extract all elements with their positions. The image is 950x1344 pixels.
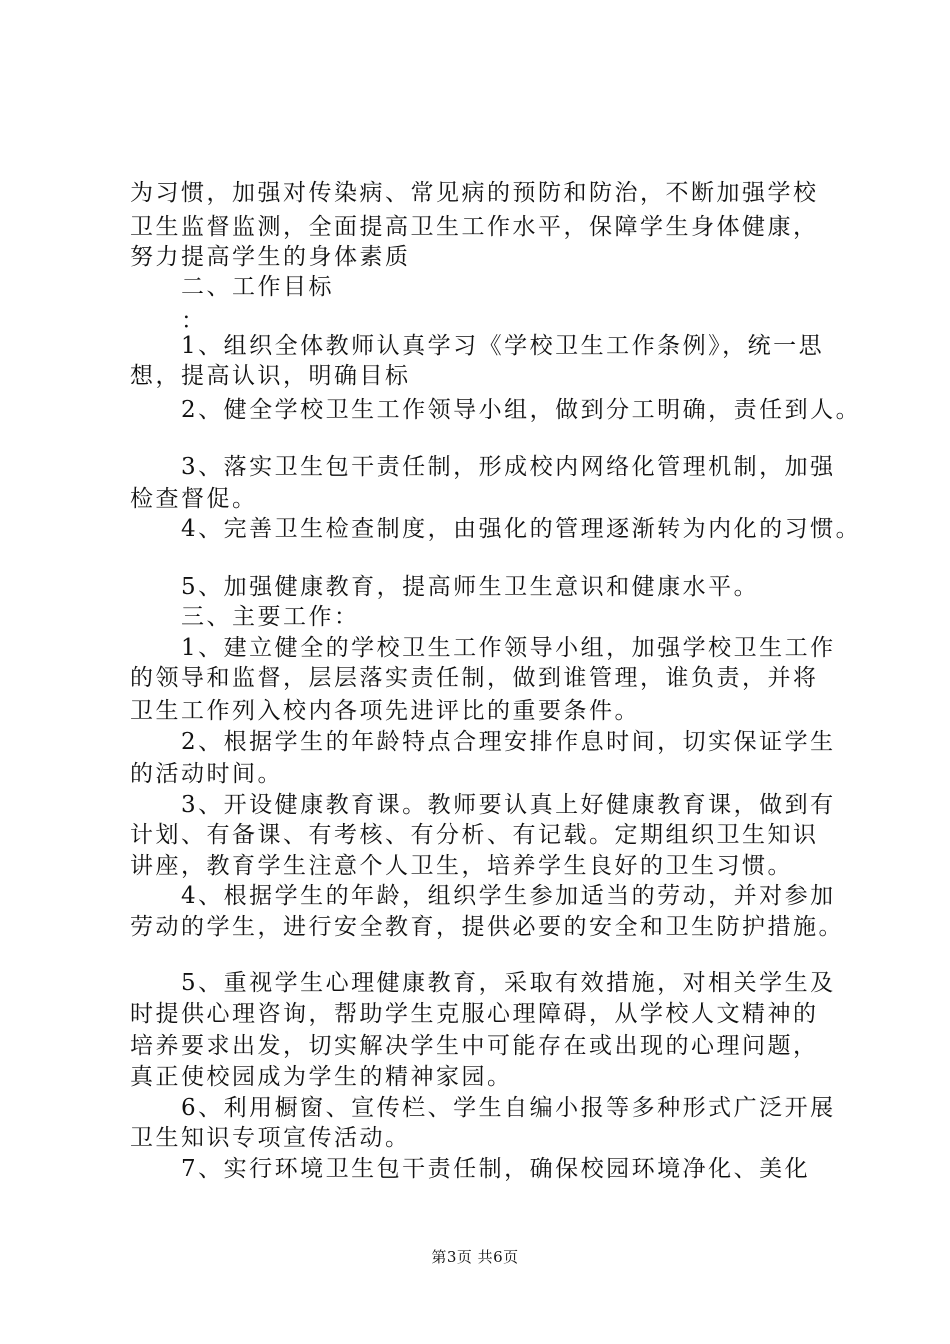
text-line: 讲座，教育学生注意个人卫生，培养学生良好的卫生习惯。	[130, 853, 793, 879]
section-heading: 二、工作目标	[130, 274, 334, 300]
text-line: 想，提高认识，明确目标	[130, 363, 411, 389]
text-line: 的活动时间。	[130, 761, 283, 787]
text-line: 劳动的学生，进行安全教育，提供必要的安全和卫生防护措施。	[130, 914, 844, 940]
text-line: 为习惯，加强对传染病、常见病的预防和防治，不断加强学校	[130, 180, 819, 206]
text-line: 努力提高学生的身体素质	[130, 244, 411, 270]
text-line: 培养要求出发，切实解决学生中可能存在或出现的心理问题，	[130, 1033, 819, 1059]
text-line: 4、完善卫生检查制度，由强化的管理逐渐转为内化的习惯。	[130, 516, 862, 542]
text-line: 卫生知识专项宣传活动。	[130, 1125, 411, 1151]
text-line: 3、落实卫生包干责任制，形成校内网络化管理机制，加强	[130, 454, 836, 480]
text-line: 计划、有备课、有考核、有分析、有记载。定期组织卫生知识	[130, 822, 819, 848]
text-line: 3、开设健康教育课。教师要认真上好健康教育课，做到有	[130, 792, 836, 818]
text-line: 6、利用橱窗、宣传栏、学生自编小报等多种形式广泛开展	[130, 1095, 836, 1121]
text-line: 1、建立健全的学校卫生工作领导小组，加强学校卫生工作	[130, 635, 836, 661]
text-line: 卫生监督监测，全面提高卫生工作水平，保障学生身体健康，	[130, 214, 819, 240]
text-line: ：	[130, 308, 207, 334]
text-line: 的领导和监督，层层落实责任制，做到谁管理，谁负责，并将	[130, 665, 819, 691]
text-line: 2、健全学校卫生工作领导小组，做到分工明确，责任到人。	[130, 397, 862, 423]
text-line: 5、加强健康教育，提高师生卫生意识和健康水平。	[130, 574, 760, 600]
text-line: 真正使校园成为学生的精神家园。	[130, 1064, 513, 1090]
text-line: 卫生工作列入校内各项先进评比的重要条件。	[130, 698, 640, 724]
text-line: 7、实行环境卫生包干责任制，确保校园环境净化、美化	[130, 1156, 811, 1182]
text-line: 4、根据学生的年龄，组织学生参加适当的劳动，并对参加	[130, 883, 836, 909]
text-line: 2、根据学生的年龄特点合理安排作息时间，切实保证学生	[130, 729, 836, 755]
page-number: 第3页 共6页	[431, 1248, 519, 1266]
text-line: 5、重视学生心理健康教育，采取有效措施，对相关学生及	[130, 970, 836, 996]
text-line: 时提供心理咨询，帮助学生克服心理障碍，从学校人文精神的	[130, 1001, 819, 1027]
section-heading: 三、主要工作：	[130, 604, 360, 630]
text-line: 检查督促。	[130, 486, 258, 512]
text-line: 1、组织全体教师认真学习《学校卫生工作条例》，统一思	[130, 333, 825, 359]
